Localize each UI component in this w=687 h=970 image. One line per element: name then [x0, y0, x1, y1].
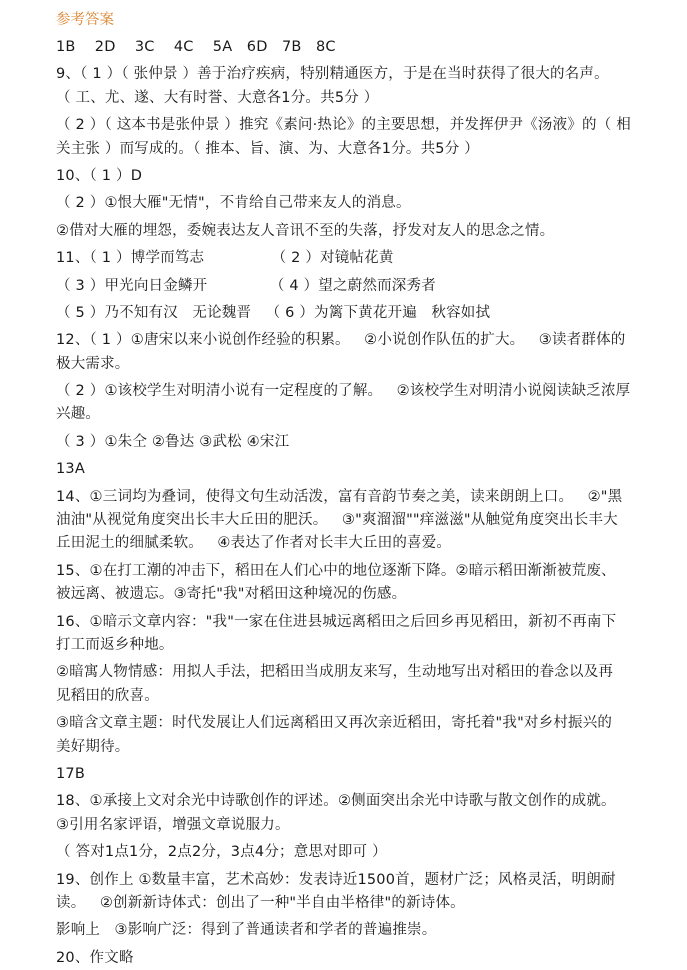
answer-line-15a: 15、①在打工潮的冲击下，稻田在人们心中的地位逐渐下降。②暗示稻田渐渐被荒废、 [56, 562, 616, 579]
answer-line-14b: 油油"从视觉角度突出长丰大丘田的肥沃。 ③"爽溜溜""痒滋滋"从触觉角度突出长丰大 [56, 512, 618, 529]
answer-line-10-2b: ②借对大雁的埋怨，委婉表达友人音讯不至的失落，抒发对友人的思念之情。 [56, 222, 555, 239]
answer-line-16a: 16、①暗示文章内容："我"一家在住进县城远离稻田之后回乡再见稻田，新初不再南下 [56, 613, 617, 630]
answer-line-14a: 14、①三词均为叠词，使得文句生动活泼，富有音韵节奏之美，读来朗朗上口。 ②"黑 [56, 488, 623, 505]
answer-line-19c: 影响上 ③影响广泛：得到了普通读者和学者的普遍推崇。 [56, 922, 437, 939]
answer-line-11-b: （ 3 ）甲光向日金鳞开 （ 4 ）望之蔚然而深秀者 [56, 277, 436, 294]
answer-line-13: 13A [56, 461, 85, 478]
answer-line-20: 20、作文略 [56, 949, 134, 966]
answer-line-14c: 丘田泥土的细腻柔软。 ④表达了作者对长丰大丘田的喜爱。 [56, 535, 452, 552]
answer-line-18a: 18、①承接上文对余光中诗歌创作的评述。②侧面突出余光中诗歌与散文创作的成就。 [56, 793, 616, 810]
answer-line-11-c: （ 5 ）乃不知有汉 无论魏晋 （ 6 ）为篱下黄花开遍 秋容如拭 [56, 304, 491, 321]
answer-line-mc: 1B 2D 3C 4C 5A 6D 7B 8C [56, 39, 336, 55]
answer-line-12-2a: （ 2 ）①该校学生对明清小说有一定程度的了解。 ②该校学生对明清小说阅读缺乏浓厚 [56, 383, 631, 400]
answer-line-15b: 被远离、被遗忘。③寄托"我"对稻田这种境况的伤感。 [56, 586, 407, 603]
answer-line-19a: 19、创作上 ①数量丰富，艺术高妙：发表诗近1500首，题材广泛；风格灵活，明朗耐 [56, 871, 616, 888]
answer-line-18b: ③引用名家评语，增强文章说服力。 [56, 816, 290, 833]
answer-line-18c: （ 答对1点1分，2点2分，3点4分；意思对即可 ） [56, 844, 387, 861]
answer-line-9-1b: （ 工、尤、遂、大有时誉、大意各1分。共5分 ） [56, 89, 379, 106]
answer-line-16d: 见稻田的欣喜。 [56, 687, 159, 704]
answer-line-16e: ③暗含文章主题：时代发展让人们远离稻田又再次亲近稻田，寄托着"我"对乡村振兴的 [56, 715, 613, 732]
answer-line-9-2a: （ 2 ）（ 这本书是张仲景 ）推究《素问·热论》的主要思想，并发挥伊尹《汤液》的（ 相 [56, 117, 631, 134]
answer-line-12-1b: 极大需求。 [56, 355, 130, 372]
answer-line-9-2b: 关主张 ）而写成的。（ 推本、旨、演、为、大意各1分。共5分 ） [56, 140, 479, 157]
answer-line-16c: ②暗寓人物情感：用拟人手法，把稻田当成朋友来写，生动地写出对稻田的眷念以及再 [56, 664, 614, 681]
answer-line-16b: 打工而返乡种地。 [56, 636, 174, 653]
answer-line-12-3: （ 3 ）①朱仝 ②鲁达 ③武松 ④宋江 [56, 433, 290, 450]
answer-line-9-1a: 9、（ 1 ）（ 张仲景 ）善于治疗疾病，特别精通医方，于是在当时获得了很大的名声。 [56, 66, 609, 83]
answer-line-10-2a: （ 2 ）①恨大雁"无情"，不肯给自己带来友人的消息。 [56, 195, 411, 212]
answer-line-16f: 美好期待。 [56, 738, 130, 755]
answer-line-19b: 读。 ②创新新诗体式：创出了一种"半自由半格律"的新诗体。 [56, 894, 465, 911]
answer-line-12-1a: 12、（ 1 ）①唐宋以来小说创作经验的积累。 ②小说创作队伍的扩大。 ③读者群体的 [56, 332, 626, 349]
answer-line-11-a: 11、（ 1 ）博学而笃志 （ 2 ）对镜帖花黄 [56, 250, 394, 267]
page-title: 参考答案 [56, 12, 114, 28]
answer-line-12-2b: 兴趣。 [56, 406, 101, 423]
answer-line-17: 17B [56, 765, 85, 782]
answer-line-10-1: 10、（ 1 ）D [56, 167, 143, 184]
